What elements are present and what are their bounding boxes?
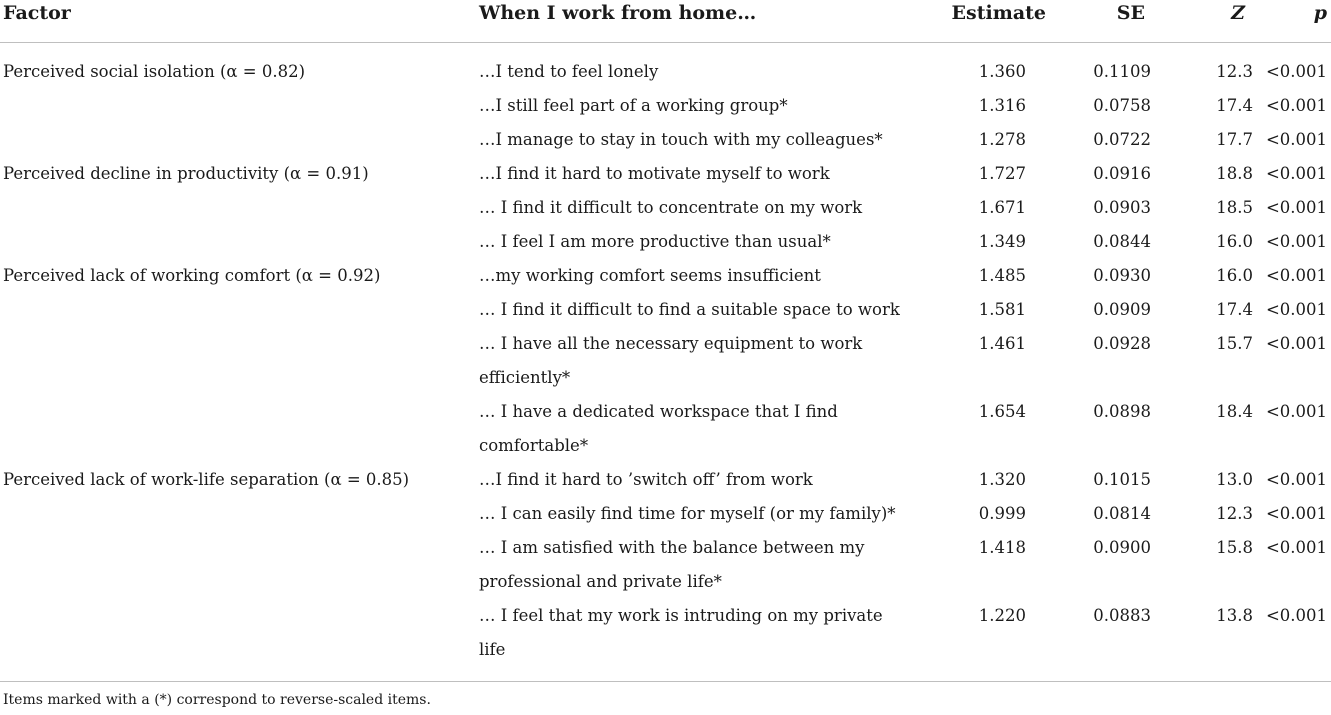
table-row — [0, 259, 1331, 293]
p-cell: <0.001 — [1265, 96, 1327, 115]
table-footnote: Items marked with a (*) correspond to reverse-scaled items. — [3, 692, 431, 708]
table-row — [0, 293, 1331, 327]
header-estimate: Estimate — [951, 2, 1046, 24]
factor-cell — [0, 531, 476, 599]
estimate-cell: 1.654 — [978, 402, 1026, 421]
se-cell: 0.0903 — [1093, 198, 1151, 217]
factor-cell — [0, 327, 476, 395]
p-cell: <0.001 — [1265, 130, 1327, 149]
se-cell: 0.0722 — [1093, 130, 1151, 149]
p-cell: <0.001 — [1265, 504, 1327, 523]
item-cell: …I tend to feel lonely — [479, 62, 659, 81]
se-cell: 0.1015 — [1093, 470, 1151, 489]
se-cell: 0.0909 — [1093, 300, 1151, 319]
estimate-cell: 1.349 — [978, 232, 1026, 251]
factor-cell: Perceived social isolation (α = 0.82) — [3, 62, 306, 81]
item-cell: … I feel that my work is intruding on my private life — [479, 606, 883, 659]
table-row — [0, 531, 1331, 599]
estimate-cell: 1.671 — [978, 198, 1026, 217]
item-cell: …I find it hard to motivate myself to work — [479, 164, 830, 183]
item-cell: …I find it hard to ’switch off’ from work — [479, 470, 813, 489]
factor-cell — [0, 599, 476, 667]
estimate-cell: 1.220 — [978, 606, 1026, 625]
z-cell: 18.4 — [1216, 402, 1253, 421]
se-cell: 0.1109 — [1093, 62, 1151, 81]
item-cell: … I can easily find time for myself (or my family)* — [479, 504, 896, 523]
header-se: SE — [1116, 2, 1145, 24]
item-cell: …I manage to stay in touch with my colleagues* — [479, 130, 883, 149]
z-cell: 12.3 — [1216, 504, 1253, 523]
p-cell: <0.001 — [1265, 606, 1327, 625]
estimate-cell: 1.727 — [978, 164, 1026, 183]
se-cell: 0.0916 — [1093, 164, 1151, 183]
table-row — [0, 157, 1331, 191]
z-cell: 13.0 — [1216, 470, 1253, 489]
p-cell: <0.001 — [1265, 164, 1327, 183]
header-item: When I work from home… — [479, 2, 757, 24]
estimate-cell: 0.999 — [978, 504, 1026, 523]
factor-cell: Perceived decline in productivity (α = 0.91) — [3, 164, 369, 183]
p-cell: <0.001 — [1265, 300, 1327, 319]
item-cell: … I am satisfied with the balance between my professional and private life* — [479, 538, 865, 591]
p-cell: <0.001 — [1265, 538, 1327, 557]
table-row — [0, 43, 1331, 90]
table-row — [0, 497, 1331, 531]
p-cell: <0.001 — [1265, 62, 1327, 81]
table-row — [0, 395, 1331, 463]
z-cell: 18.5 — [1216, 198, 1253, 217]
se-cell: 0.0844 — [1093, 232, 1151, 251]
factor-cell — [0, 123, 476, 157]
estimate-cell: 1.581 — [978, 300, 1026, 319]
factor-cell — [0, 191, 476, 225]
p-cell: <0.001 — [1265, 470, 1327, 489]
table-row — [0, 123, 1331, 157]
table-header-row — [0, 0, 1331, 43]
z-cell: 16.0 — [1216, 232, 1253, 251]
z-cell: 15.8 — [1216, 538, 1253, 557]
table-row — [0, 191, 1331, 225]
z-cell: 12.3 — [1216, 62, 1253, 81]
z-cell: 17.4 — [1216, 96, 1253, 115]
estimate-cell: 1.278 — [978, 130, 1026, 149]
p-cell: <0.001 — [1265, 232, 1327, 251]
factor-cell: Perceived lack of work-life separation (α = 0.85) — [3, 470, 410, 489]
table-row — [0, 89, 1331, 123]
se-cell: 0.0898 — [1093, 402, 1151, 421]
estimate-cell: 1.316 — [978, 96, 1026, 115]
se-cell: 0.0758 — [1093, 96, 1151, 115]
estimate-cell: 1.320 — [978, 470, 1026, 489]
z-cell: 18.8 — [1216, 164, 1253, 183]
header-p: p — [1313, 2, 1327, 24]
factor-cell: Perceived lack of working comfort (α = 0.92) — [3, 266, 381, 285]
p-cell: <0.001 — [1265, 266, 1327, 285]
item-cell: …my working comfort seems insufficient — [479, 266, 821, 285]
item-cell: … I have all the necessary equipment to work efficiently* — [479, 334, 863, 387]
table-row — [0, 463, 1331, 497]
estimate-cell: 1.418 — [978, 538, 1026, 557]
z-cell: 17.4 — [1216, 300, 1253, 319]
factor-cell — [0, 497, 476, 531]
header-z: Z — [1231, 2, 1245, 24]
se-cell: 0.0883 — [1093, 606, 1151, 625]
table-row — [0, 327, 1331, 395]
p-cell: <0.001 — [1265, 334, 1327, 353]
z-cell: 15.7 — [1216, 334, 1253, 353]
z-cell: 17.7 — [1216, 130, 1253, 149]
table-row — [0, 225, 1331, 259]
p-cell: <0.001 — [1265, 402, 1327, 421]
item-cell: … I find it difficult to concentrate on my work — [479, 198, 863, 217]
estimate-cell: 1.461 — [978, 334, 1026, 353]
se-cell: 0.0930 — [1093, 266, 1151, 285]
factor-cell — [0, 225, 476, 259]
factor-cell — [0, 395, 476, 463]
z-cell: 16.0 — [1216, 266, 1253, 285]
factor-cell — [0, 293, 476, 327]
header-factor: Factor — [3, 2, 71, 24]
item-cell: … I have a dedicated workspace that I find comfortable* — [479, 402, 838, 455]
se-cell: 0.0900 — [1093, 538, 1151, 557]
z-cell: 13.8 — [1216, 606, 1253, 625]
se-cell: 0.0814 — [1093, 504, 1151, 523]
item-cell: … I find it difficult to find a suitable space to work — [479, 300, 900, 319]
table-row — [0, 599, 1331, 667]
p-cell: <0.001 — [1265, 198, 1327, 217]
item-cell: … I feel I am more productive than usual* — [479, 232, 831, 251]
estimate-cell: 1.360 — [978, 62, 1026, 81]
se-cell: 0.0928 — [1093, 334, 1151, 353]
factor-cell — [0, 89, 476, 123]
item-cell: …I still feel part of a working group* — [479, 96, 788, 115]
estimate-cell: 1.485 — [978, 266, 1026, 285]
